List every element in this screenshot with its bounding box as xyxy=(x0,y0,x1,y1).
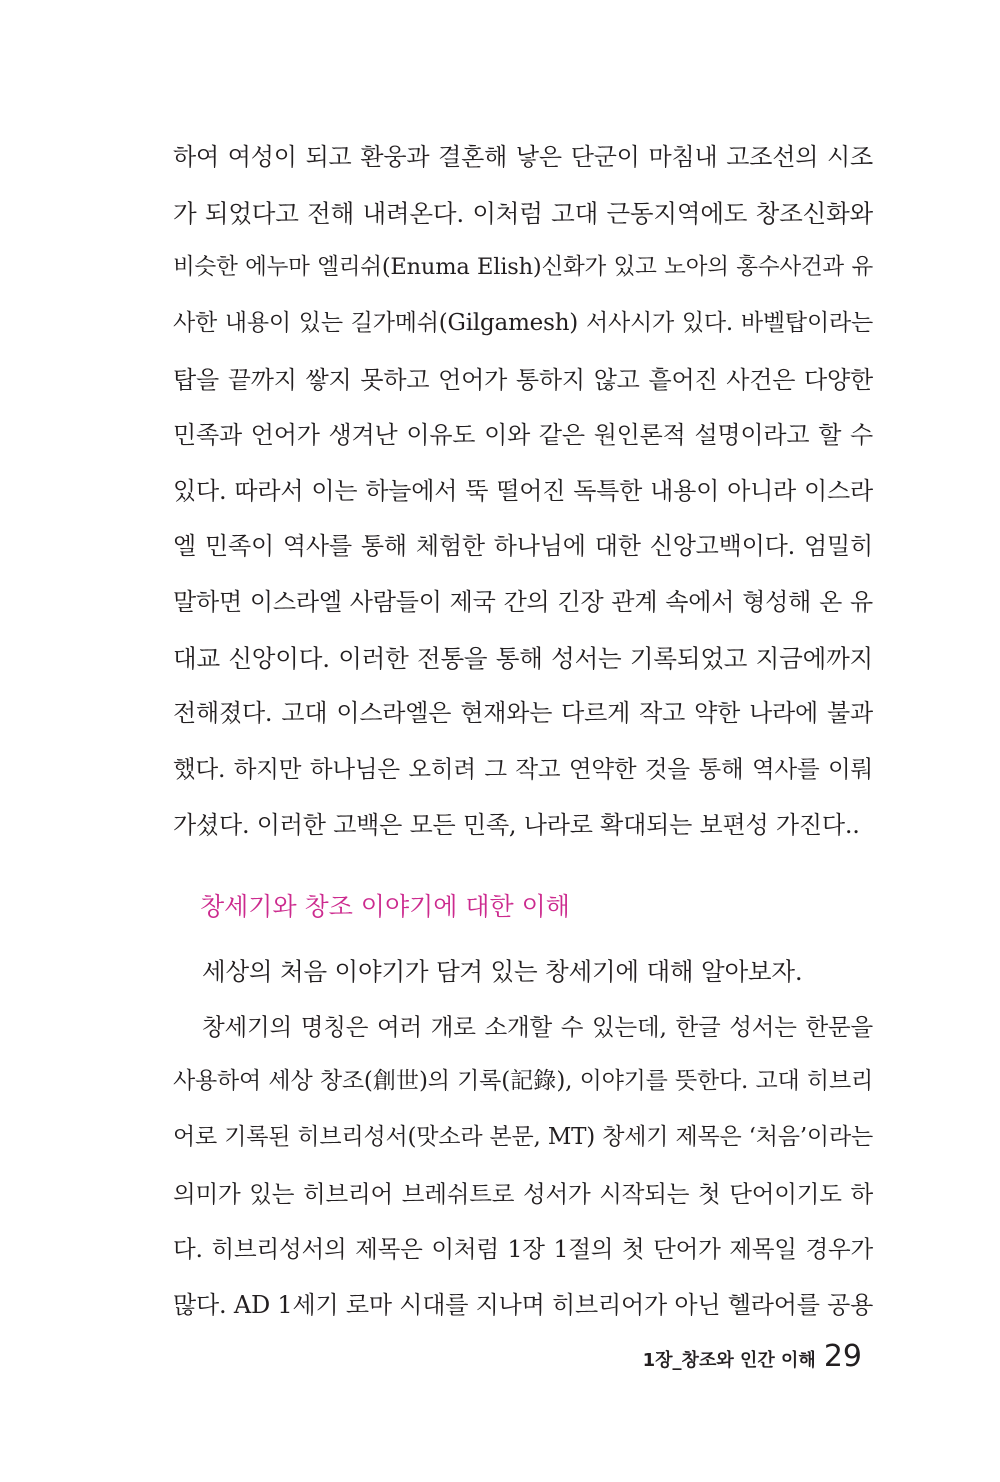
text-line: 많다. AD 1세기 로마 시대를 지나며 히브리어가 아닌 헬라어를 공용 xyxy=(173,1291,874,1319)
text-line: 말하면 이스라엘 사람들이 제국 간의 긴장 관계 속에서 형성해 온 유 xyxy=(173,588,873,616)
section-heading: 창세기와 창조 이야기에 대한 이해 xyxy=(200,892,570,921)
text-line: 세상의 처음 이야기가 담겨 있는 창세기에 대해 알아보자. xyxy=(202,957,803,986)
text-line: 민족과 언어가 생겨난 이유도 이와 같은 원인론적 설명이라고 할 수 xyxy=(173,421,873,449)
text-line: 비슷한 에누마 엘리쉬(Enuma Elish)신화가 있고 노아의 홍수사건과 유 xyxy=(173,254,873,280)
text-line: 엘 민족이 역사를 통해 체험한 하나님에 대한 신앙고백이다. 엄밀히 xyxy=(173,532,873,560)
text-line: 사한 내용이 있는 길가메쉬(Gilgamesh) 서사시가 있다. 바벨탑이라는 xyxy=(173,310,873,336)
text-line: 의미가 있는 히브리어 브레쉬트로 성서가 시작되는 첫 단어이기도 하 xyxy=(173,1180,873,1208)
page-number: 29 xyxy=(823,1339,862,1374)
text-line: 했다. 하지만 하나님은 오히려 그 작고 연약한 것을 통해 역사를 이뤄 xyxy=(173,755,873,783)
chapter-title: 1장_창조와 인간 이해 xyxy=(642,1350,816,1371)
text-line: 가셨다. 이러한 고백은 모든 민족, 나라로 확대되는 보편성 가진다.. xyxy=(173,811,860,839)
text-line: 사용하여 세상 창조(創世)의 기록(記錄), 이야기를 뜻한다. 고대 히브리 xyxy=(173,1068,873,1094)
text-line: 창세기의 명칭은 여러 개로 소개할 수 있는데, 한글 성서는 한문을 xyxy=(202,1013,873,1041)
page-footer xyxy=(643,1339,862,1374)
text-line: 전해졌다. 고대 이스라엘은 현재와는 다르게 작고 약한 나라에 불과 xyxy=(173,699,873,727)
text-line: 어로 기록된 히브리성서(맛소라 본문, MT) 창세기 제목은 ‘처음’이라는 xyxy=(173,1124,873,1150)
text-line: 하여 여성이 되고 환웅과 결혼해 낳은 단군이 마침내 고조선의 시조 xyxy=(173,143,873,171)
text-line: 대교 신앙이다. 이러한 전통을 통해 성서는 기록되었고 지금에까지 xyxy=(173,644,873,673)
text-line: 있다. 따라서 이는 하늘에서 뚝 떨어진 독특한 내용이 아니라 이스라 xyxy=(173,477,873,505)
text-line: 탑을 끝까지 쌓지 못하고 언어가 통하지 않고 흩어진 사건은 다양한 xyxy=(173,366,873,394)
text-line: 다. 히브리성서의 제목은 이처럼 1장 1절의 첫 단어가 제목일 경우가 xyxy=(173,1235,873,1263)
text-line: 가 되었다고 전해 내려온다. 이처럼 고대 근동지역에도 창조신화와 xyxy=(173,199,873,228)
